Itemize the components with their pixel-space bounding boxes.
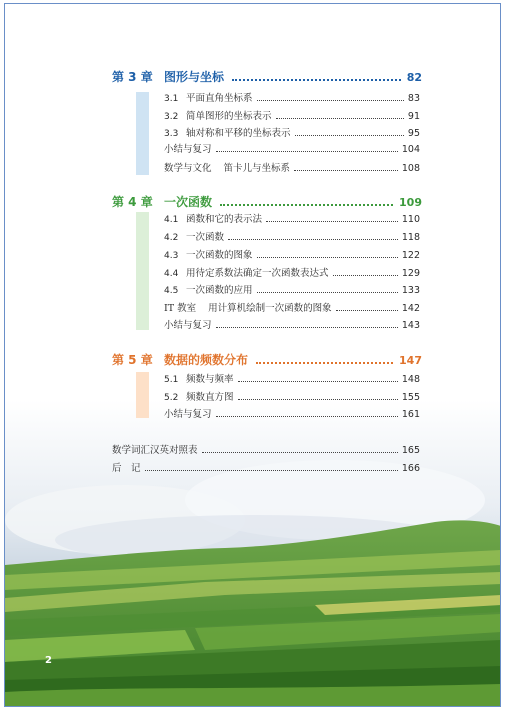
entry-leader xyxy=(295,135,404,136)
chapter-4-bar xyxy=(136,212,149,330)
entry-title: 一次函数的应用 xyxy=(186,285,253,296)
page-number: 2 xyxy=(45,655,52,666)
chapter-4-leader xyxy=(220,204,393,206)
entry-page: 83 xyxy=(407,93,420,104)
chapter-4-title: 一次函数 xyxy=(164,195,213,209)
toc-entry-3-culture[interactable] xyxy=(164,160,420,174)
entry-number: 3.3 xyxy=(164,129,179,139)
entry-page: 108 xyxy=(401,163,420,174)
chapter-3-leader xyxy=(232,79,401,81)
entry-title: 数学词汇汉英对照表 xyxy=(112,445,198,456)
entry-number: 4.3 xyxy=(164,251,179,261)
toc-entry-afterword[interactable] xyxy=(112,460,420,474)
chapter-3-number: 第 3 章 xyxy=(112,70,153,84)
entry-leader xyxy=(238,399,398,400)
entry-subtitle: 用计算机绘制一次函数的图象 xyxy=(208,303,332,314)
entry-leader xyxy=(216,327,398,328)
entry-number: 4.4 xyxy=(164,269,179,279)
entry-page: 161 xyxy=(401,409,420,420)
entry-page: 143 xyxy=(401,320,420,331)
entry-page: 122 xyxy=(401,250,420,261)
toc-entry-3-review[interactable] xyxy=(164,141,420,155)
entry-page: 95 xyxy=(407,128,420,139)
entry-leader xyxy=(257,257,398,258)
toc-entry-4-1[interactable] xyxy=(164,211,420,225)
entry-number: 4.2 xyxy=(164,233,179,243)
entry-leader xyxy=(202,452,398,453)
entry-page: 165 xyxy=(401,445,420,456)
entry-title: 小结与复习 xyxy=(164,409,212,420)
chapter-3-title: 图形与坐标 xyxy=(164,70,225,84)
entry-page: 104 xyxy=(401,144,420,155)
chapter-3-bar xyxy=(136,92,149,175)
entry-leader xyxy=(276,118,404,119)
entry-title: 函数和它的表示法 xyxy=(186,214,263,225)
entry-title: 一次函数的图象 xyxy=(186,250,253,261)
toc-entry-3-3[interactable] xyxy=(164,125,420,139)
entry-page: 166 xyxy=(401,463,420,474)
entry-number: 4.5 xyxy=(164,286,179,296)
entry-page: 118 xyxy=(401,232,420,243)
entry-leader xyxy=(333,275,398,276)
entry-leader xyxy=(228,239,398,240)
entry-leader xyxy=(216,416,398,417)
entry-leader xyxy=(145,470,398,471)
chapter-5-page: 147 xyxy=(399,354,422,367)
chapter-3-heading[interactable] xyxy=(112,68,422,86)
toc-entry-4-review[interactable] xyxy=(164,317,420,331)
toc-entry-5-review[interactable] xyxy=(164,406,420,420)
entry-leader xyxy=(216,151,398,152)
entry-title: 频数直方图 xyxy=(186,392,234,403)
entry-title: 轴对称和平移的坐标表示 xyxy=(186,128,291,139)
entry-number: 5.2 xyxy=(164,393,179,403)
entry-page: 129 xyxy=(401,268,420,279)
toc-entry-3-1[interactable] xyxy=(164,90,420,104)
entry-title: 小结与复习 xyxy=(164,320,212,331)
chapter-4-page: 109 xyxy=(399,196,422,209)
entry-number: 4.1 xyxy=(164,215,179,225)
entry-page: 91 xyxy=(407,111,420,122)
entry-title: 一次函数 xyxy=(186,232,225,243)
entry-title: 用待定系数法确定一次函数表达式 xyxy=(186,268,329,279)
entry-page: 110 xyxy=(401,214,420,225)
chapter-5-bar xyxy=(136,372,149,418)
entry-title: 小结与复习 xyxy=(164,144,212,155)
entry-leader xyxy=(238,381,398,382)
entry-subtitle: 笛卡儿与坐标系 xyxy=(223,163,291,174)
entry-leader xyxy=(266,221,398,222)
entry-title: 平面直角坐标系 xyxy=(186,93,253,104)
chapter-5-heading[interactable] xyxy=(112,351,422,369)
entry-page: 133 xyxy=(401,285,420,296)
entry-leader xyxy=(294,170,398,171)
toc-entry-glossary[interactable] xyxy=(112,442,420,456)
chapter-5-number: 第 5 章 xyxy=(112,353,153,367)
entry-title: 简单图形的坐标表示 xyxy=(186,111,272,122)
entry-number: 3.2 xyxy=(164,112,179,122)
chapter-5-leader xyxy=(256,362,393,364)
entry-title: IT 教室 xyxy=(164,303,197,314)
toc-entry-4-2[interactable] xyxy=(164,229,420,243)
entry-title: 频数与频率 xyxy=(186,374,234,385)
entry-page: 148 xyxy=(401,374,420,385)
entry-title: 数学与文化 xyxy=(164,163,212,174)
entry-number: 5.1 xyxy=(164,375,179,385)
toc-entry-5-2[interactable] xyxy=(164,389,420,403)
entry-leader xyxy=(257,100,404,101)
toc-entry-4-5[interactable] xyxy=(164,282,420,296)
chapter-4-number: 第 4 章 xyxy=(112,195,153,209)
entry-title: 后 记 xyxy=(112,463,141,474)
entry-leader xyxy=(257,292,398,293)
toc-entry-3-2[interactable] xyxy=(164,108,420,122)
toc-entry-5-1[interactable] xyxy=(164,371,420,385)
toc-entry-4-4[interactable] xyxy=(164,265,420,279)
entry-page: 142 xyxy=(401,303,420,314)
entry-leader xyxy=(336,310,398,311)
entry-number: 3.1 xyxy=(164,94,179,104)
toc-entry-4-3[interactable] xyxy=(164,247,420,261)
chapter-5-title: 数据的频数分布 xyxy=(164,353,249,367)
chapter-3-page: 82 xyxy=(406,71,422,84)
chapter-4-heading[interactable] xyxy=(112,193,422,211)
entry-page: 155 xyxy=(401,392,420,403)
toc-entry-4-it[interactable] xyxy=(164,300,420,314)
